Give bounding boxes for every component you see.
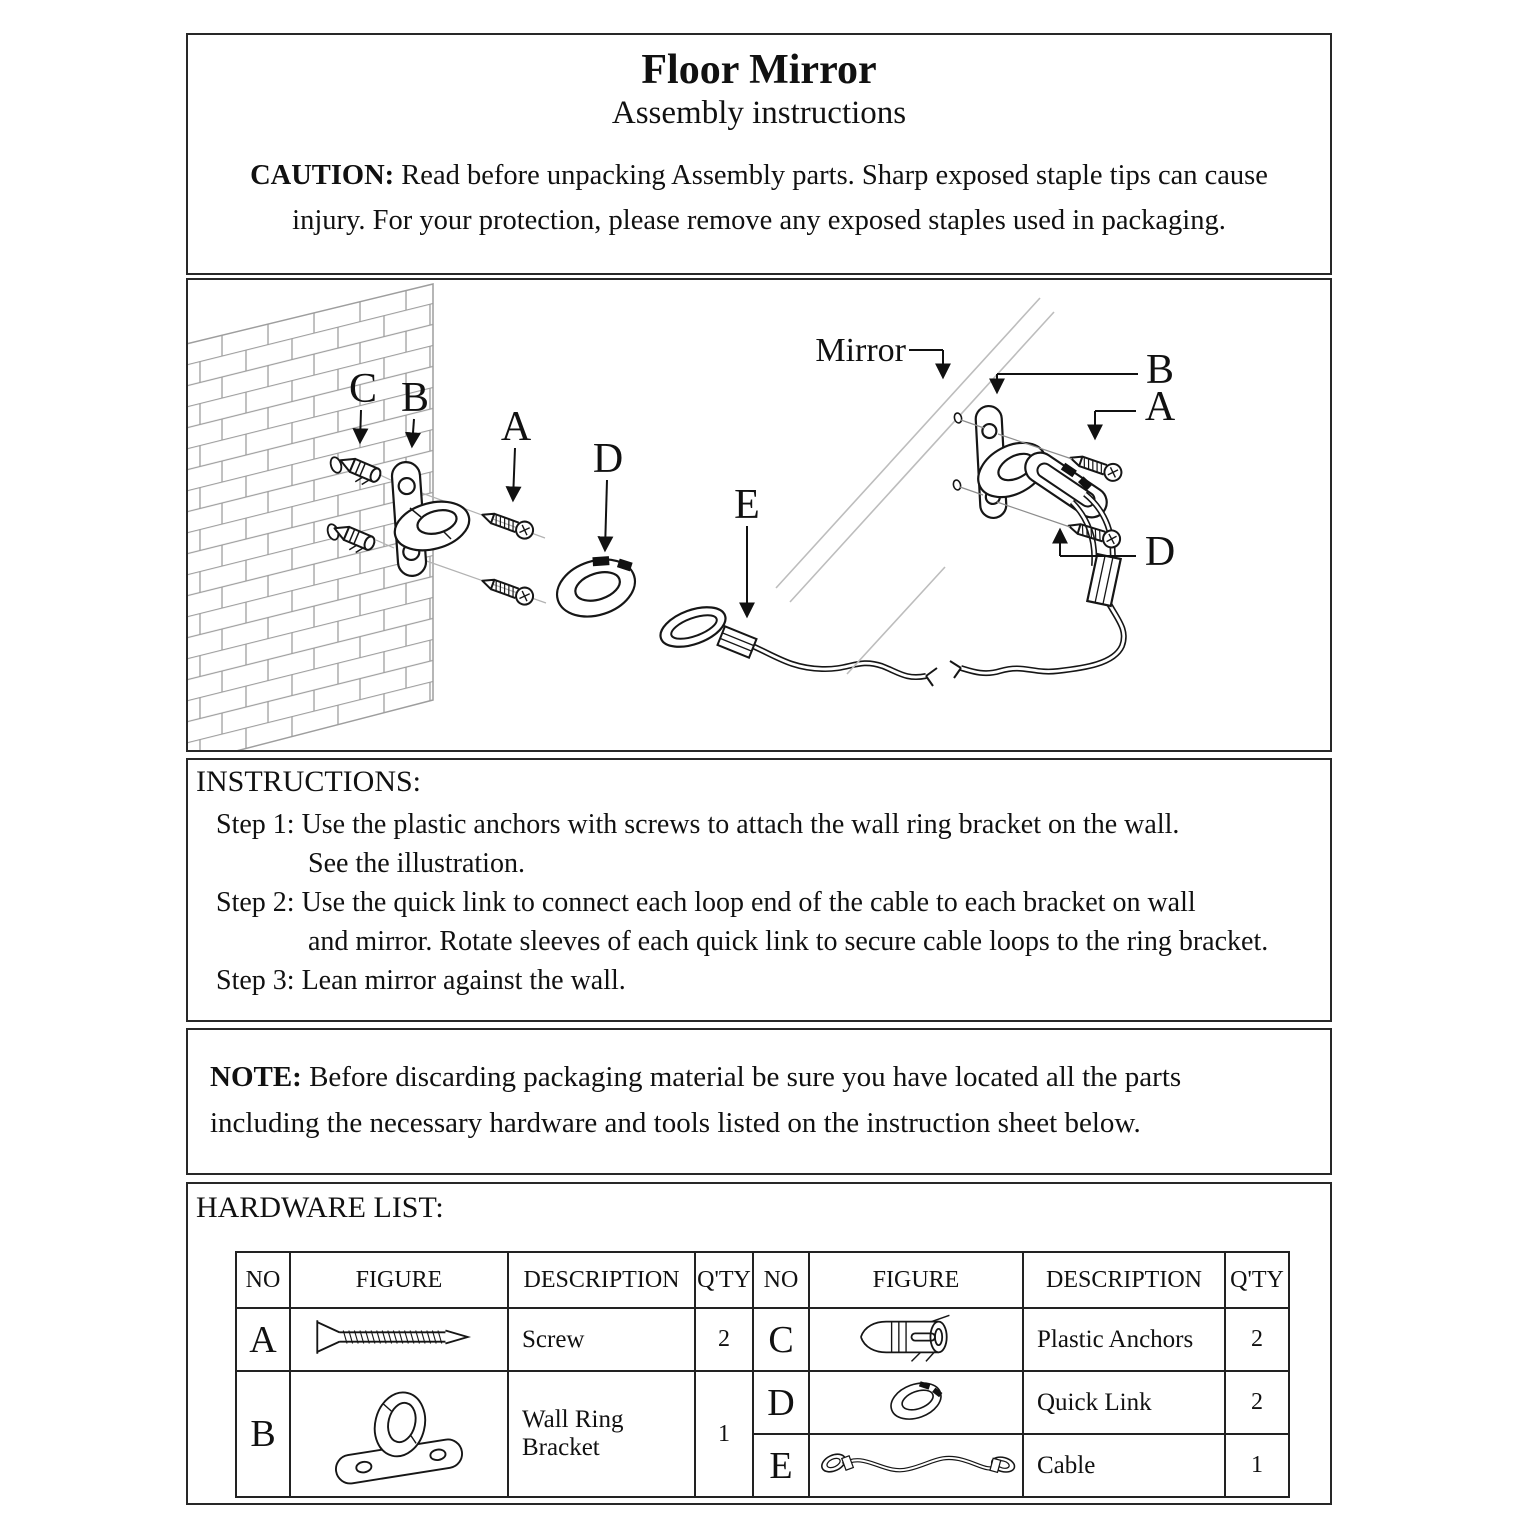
hardware-heading: HARDWARE LIST: <box>196 1191 444 1224</box>
step-3-label: Step 3: <box>216 965 295 996</box>
mirror-label: Mirror <box>815 332 906 369</box>
item-e-no: E <box>753 1434 809 1497</box>
item-c-description: Plastic Anchors <box>1023 1308 1225 1371</box>
header-section <box>186 33 1332 275</box>
callout-d-leader <box>1060 530 1136 556</box>
callout-a-arrow <box>513 448 515 500</box>
instruction-sheet <box>186 33 1332 1505</box>
hardware-header-row <box>236 1252 1289 1308</box>
step-2-label: Step 2: <box>216 887 295 918</box>
callout-a-leader <box>1095 411 1136 438</box>
step-3-text: Lean mirror against the wall. <box>301 965 626 996</box>
hardware-section <box>186 1182 1332 1505</box>
item-a-no: A <box>236 1308 290 1371</box>
col-description: DESCRIPTION <box>508 1252 695 1308</box>
callout-e: E <box>734 482 760 528</box>
caution-line-2: injury. For your protection, please remove any exposed staples used in packaging. <box>292 205 1226 236</box>
step-2-text: Use the quick link to connect each loop end of the cable to each bracket on wall <box>301 887 1196 918</box>
step-1-label: Step 1: <box>216 809 295 840</box>
quick-link-figure <box>550 550 643 626</box>
callout-d: D <box>1144 529 1176 575</box>
col-qty: Q'TY <box>695 1252 753 1308</box>
item-c-qty: 2 <box>1225 1308 1289 1371</box>
item-d-no: D <box>753 1371 809 1434</box>
table-row <box>236 1308 1289 1371</box>
table-row <box>236 1371 1289 1434</box>
step-2-continued <box>196 922 1330 961</box>
step-3 <box>196 961 1330 1000</box>
item-b-description: Wall Ring Bracket <box>508 1371 695 1497</box>
col-figure: FIGURE <box>290 1252 508 1308</box>
step-2 <box>196 883 1330 922</box>
step-1-continued <box>196 844 1330 883</box>
item-c-no: C <box>753 1308 809 1371</box>
item-b-qty: 1 <box>695 1371 753 1497</box>
callout-c-arrow <box>360 410 361 442</box>
item-a-description: Screw <box>508 1308 695 1371</box>
callout-a: A <box>1144 384 1176 430</box>
caution-line-1: Read before unpacking Assembly parts. Sharp exposed staple tips can cause <box>401 160 1268 191</box>
callout-d-arrow <box>605 480 607 550</box>
instructions-section <box>186 758 1332 1022</box>
screw-figure <box>290 1308 508 1371</box>
col-figure: FIGURE <box>809 1252 1023 1308</box>
assembly-diagram <box>188 280 1330 750</box>
step-1-text: Use the plastic anchors with screws to attach the wall ring bracket on the wall. <box>301 809 1180 840</box>
wall-ring-bracket-figure <box>290 1371 508 1497</box>
step-1-cont-text: See the illustration. <box>308 848 525 879</box>
step-1 <box>196 805 1330 844</box>
col-no: NO <box>753 1252 809 1308</box>
instructions-heading: INSTRUCTIONS: <box>196 765 422 798</box>
callout-a: A <box>500 404 532 450</box>
callout-b: B <box>1145 347 1175 393</box>
pilot-hole <box>952 479 961 490</box>
item-e-description: Cable <box>1023 1434 1225 1497</box>
page-subtitle: Assembly instructions <box>611 95 907 131</box>
item-e-qty: 1 <box>1225 1434 1289 1497</box>
cable-figure <box>950 494 1124 678</box>
item-b-no: B <box>236 1371 290 1497</box>
page-title: Floor Mirror <box>641 47 877 93</box>
cable-ferrule <box>717 626 756 657</box>
item-a-qty: 2 <box>695 1308 753 1371</box>
quick-link-figure <box>809 1371 1023 1434</box>
step-2-cont-text: and mirror. Rotate sleeves of each quick link to secure cable loops to the ring bracket. <box>308 926 1269 957</box>
diagram-section <box>186 278 1332 752</box>
note-section <box>186 1028 1332 1175</box>
callout-d: D <box>592 436 624 482</box>
note-line-2: including the necessary hardware and tools listed on the instruction sheet below. <box>210 1107 1141 1139</box>
callout-b: B <box>400 375 430 421</box>
note-label: NOTE: <box>210 1061 302 1093</box>
item-d-description: Quick Link <box>1023 1371 1225 1434</box>
caution-label: CAUTION: <box>250 160 395 191</box>
cable-figure <box>655 599 937 686</box>
cable-figure <box>809 1434 1023 1497</box>
caution-paragraph <box>216 153 1302 243</box>
mirror-scene <box>776 298 1176 678</box>
item-d-qty: 2 <box>1225 1371 1289 1434</box>
hardware-table <box>235 1251 1290 1498</box>
note-line-1: Before discarding packaging material be sure you have located all the parts <box>309 1061 1182 1093</box>
col-no: NO <box>236 1252 290 1308</box>
note-paragraph <box>210 1054 1266 1146</box>
col-description: DESCRIPTION <box>1023 1252 1225 1308</box>
callout-c: C <box>348 366 378 412</box>
col-qty: Q'TY <box>1225 1252 1289 1308</box>
callout-b-leader <box>997 374 1138 392</box>
plastic-anchor-figure <box>809 1308 1023 1371</box>
mirror-leader <box>909 350 943 377</box>
